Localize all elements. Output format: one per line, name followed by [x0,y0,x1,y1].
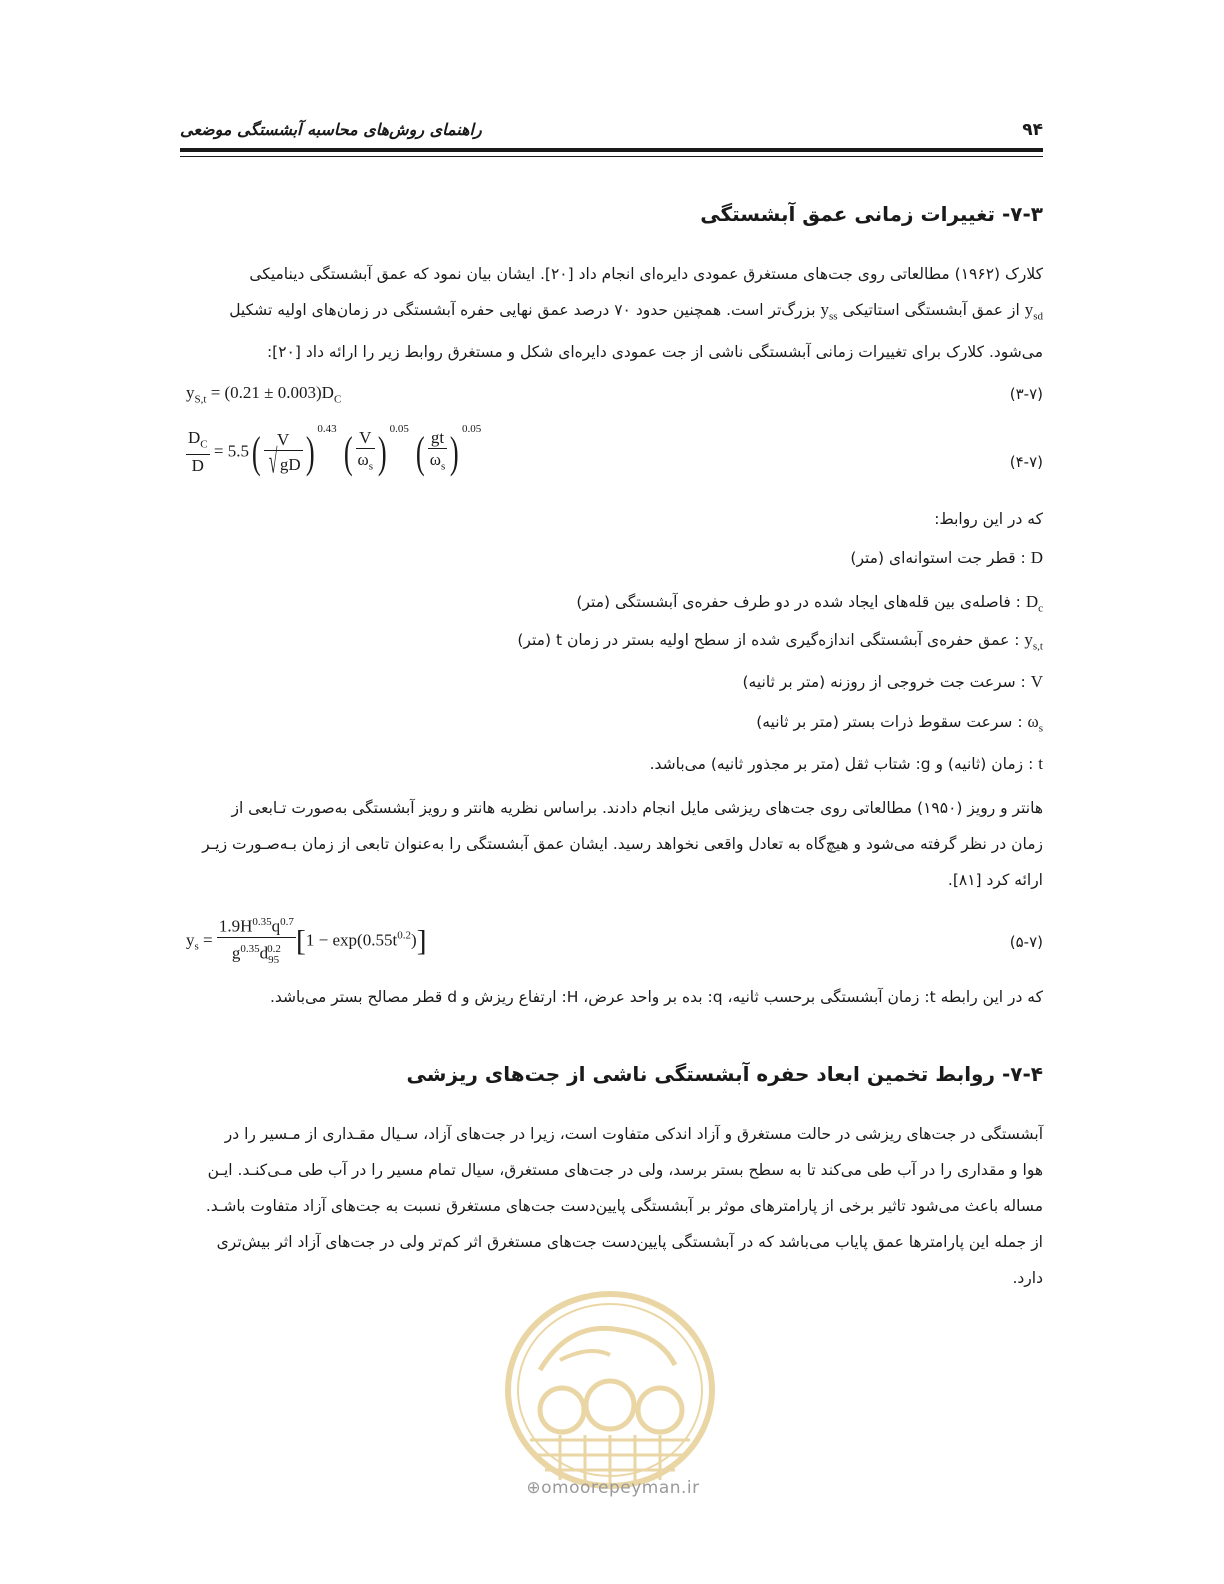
page-number: ۹۴ [1022,120,1043,140]
watermark-logo [500,1290,720,1500]
definition-item: $\omega_s$ : سرعت سقوط ذرات بستر (متر بر ثانیه) [756,712,1043,735]
equation-4-7: $\frac{D_C}{D}$ = 5.5( $\frac{V}{√ gD}$ ) $^{0.43}$ ( $\frac{V}{\omega_s}$ ) $^{0.05}$ ( $\frac{gt}{\omega_s}$ ) $^{0.05}$ [188,422,482,480]
definition-item: $y_{s,t}$ : عمق حفره‌ی آبشستگی اندازه‌گیری شده از سطح اولیه بستر در زمان t (متر) [517,630,1043,653]
definition-item: $D_c$ : فاصله‌ی بین قله‌های ایجاد شده در دو طرف حفره‌ی آبشستگی (متر) [576,592,1043,615]
paragraph-line: کلارک (۱۹۶۲) مطالعاتی روی جت‌های مستغرق عمودی دایره‌ای انجام داد [۲۰]. ایشان بیان نمود که عمق آبشستگی دینامیکی [249,265,1043,283]
equation-number: (۴-۷) [1009,453,1043,471]
paragraph-line: مساله باعث می‌شود تاثیر برخی از پارامترهای موثر بر آبشستگی پایین‌دست جت‌های مستغرق نسبت به جت‌های آزاد متفاوت باشـد. [205,1197,1043,1215]
definition-symbol: $y_{s,t}$ [1024,630,1043,653]
definition-symbol: $D_c$ [1025,592,1043,615]
definition-symbol: D [1030,548,1043,567]
globe-icon: ⊕ [526,1478,542,1498]
header-rule-thin [180,156,1043,157]
paragraph-line: هانتر و رویز (۱۹۵۰) مطالعاتی روی جت‌های ریزشی مایل انجام دادند. براساس نظریه هانتر و رویز آبشستگی به‌صورت تـابعی از [231,799,1043,817]
watermark-url: ⊕omoorepeyman.ir [526,1478,700,1498]
equation-number: (۵-۷) [1009,933,1043,951]
paragraph-hunter-rouse [181,790,1043,898]
definitions-intro: که در این روابط: [934,510,1043,528]
equation-3-7: $y_{S,t} = (0.21 \pm 0.003)D_C$ [186,383,342,406]
paragraph-line: $y_{sd}$ از عمق آبشستگی استاتیکی $y_{ss}$ بزرگ‌تر است. همچنین حدود ۷۰ درصد عمق نهایی حفره آبشستگی در زمان‌های اولیه تشکیل [229,300,1043,323]
paragraph-line: ارائه کرد [۸۱]. [947,871,1043,889]
paragraph-line: هوا و مقداری را در آب طی می‌کند تا به سطح بستر برسد، ولی در جت‌های مستغرق، سیال تمام مسیر را در آب طی مـی‌کنـد. ایـن [207,1161,1043,1179]
paragraph-line: از جمله این پارامترها عمق پایاب می‌باشد که در آبشستگی پایین‌دست جت‌های مستغرق اثر کم‌تر ولی در جت‌های آزاد اثر بیش‌تری [216,1233,1043,1251]
paragraph-line: دارد. [1012,1269,1043,1287]
equation-5-7: $y_s$ = $\frac{1.9H^{0.35}q^{0.7}}{g^{0.35}d_{95}^{0.2}}$ $[1 - \exp(0.55t^{0.2})]$ [186,912,427,971]
header-rule [180,148,1043,152]
definition-item: t : زمان (ثانیه) و g: شتاب ثقل (متر بر مجذور ثانیه) می‌باشد. [649,754,1043,773]
paragraph-line: زمان در نظر گرفته می‌شود و هیچ‌گاه به تعادل واقعی نخواهد رسید. ایشان عمق آبشستگی را به‌عنوان تابعی از زمان بـه‌صـورت زیـر [202,835,1043,853]
equation-number: (۳-۷) [1009,385,1043,403]
definition-symbol: V [1030,672,1043,691]
paragraph-clark [181,256,1043,370]
definition-symbol: t [1038,754,1043,773]
definition-symbol: $\omega_s$ [1027,712,1043,735]
definition-item: V : سرعت جت خروجی از روزنه (متر بر ثانیه) [742,672,1043,691]
paragraph-line: می‌شود. کلارک برای تغییرات زمانی آبشستگی ناشی از جت عمودی دایره‌ای شکل و مستغرق روابط زیر را ارائه داد [۲۰]: [266,343,1043,362]
section-title-7-4: ۷-۴- روابط تخمین ابعاد حفره آبشستگی ناشی از جت‌های ریزشی [406,1062,1043,1086]
running-title: راهنمای روش‌های محاسبه آبشستگی موضعی [180,120,482,139]
equation-note: که در این رابطه t: زمان آبشستگی برحسب ثانیه، q: بده بر واحد عرض، H: ارتفاع ریزش و d قطر مصالح بستر می‌باشد. [269,988,1043,1006]
paragraph-free-jets [181,1116,1043,1296]
paragraph-line: آبشستگی در جت‌های ریزشی در حالت مستغرق و آزاد اندکی متفاوت است، زیرا در جت‌های آزاد، سـیال مقـداری از مـسیر را در [224,1125,1043,1143]
definition-item: D : قطر جت استوانه‌ای (متر) [850,548,1043,567]
section-title-7-3: ۷-۳- تغییرات زمانی عمق آبشستگی [700,202,1043,226]
